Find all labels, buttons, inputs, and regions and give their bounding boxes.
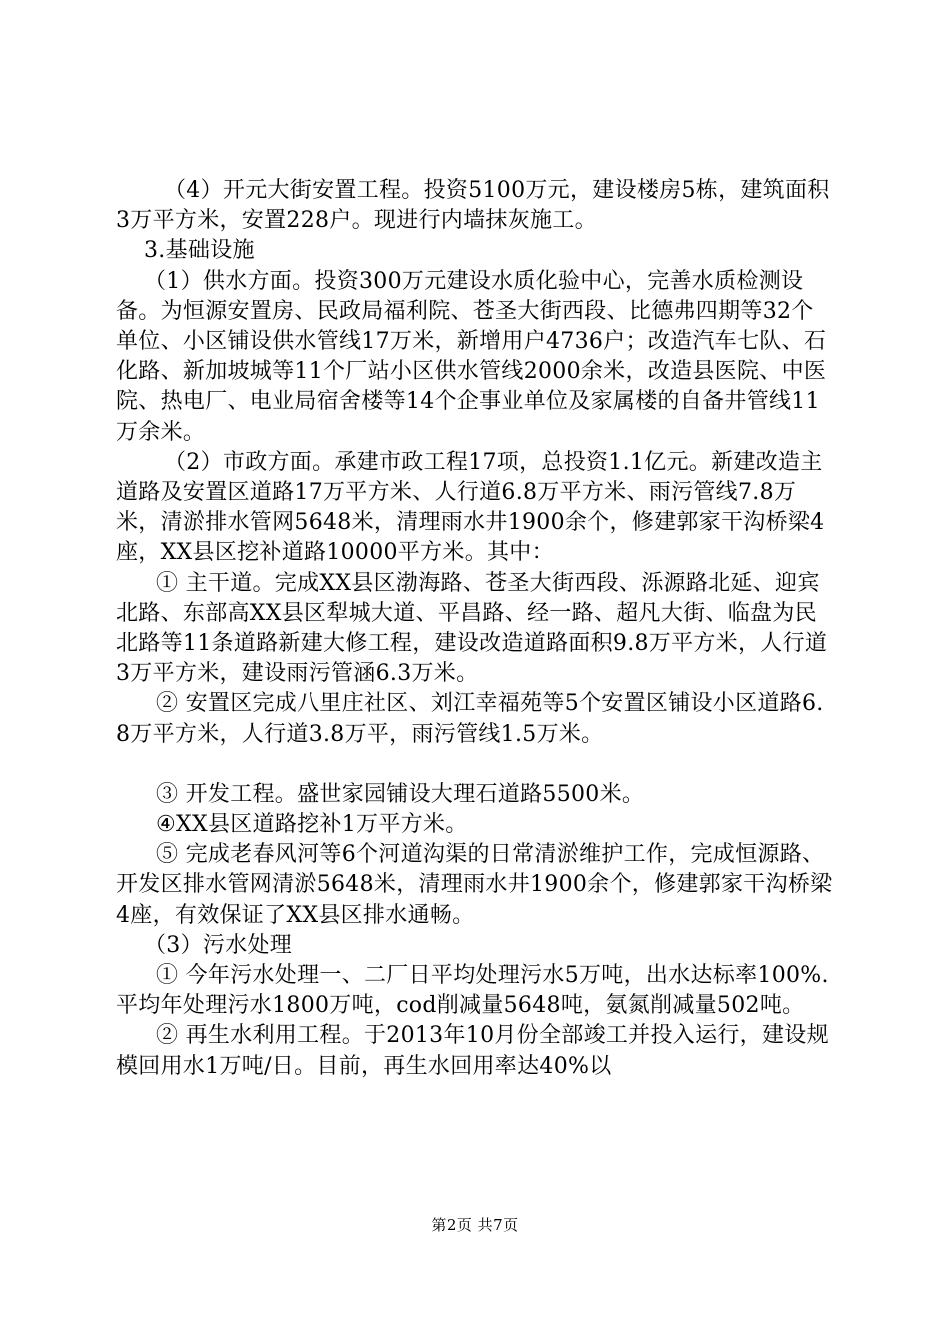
section-heading-infrastructure: 3.基础设施 <box>144 238 255 264</box>
document-body <box>116 176 834 1082</box>
paragraph-sewage-treatment: ① 今年污水处理一、二厂日平均处理污水5万吨，出水达标率100%.平均年处理污水1800万吨，cod削减量5648吨，氨氮削减量502吨。 <box>116 963 829 1019</box>
paragraph-development: ③ 开发工程。盛世家园铺设大理石道路5500米。 <box>156 781 645 807</box>
paragraph-kaiyuan-resettlement: （4）开元大街安置工程。投资5100万元，建设楼房5栋，建筑面积3万平方米，安置228户。现进行内墙抹灰施工。 <box>116 178 830 234</box>
paragraph-reclaimed-water: ② 再生水利用工程。于2013年10月份全部竣工并投入运行，建设规模回用水1万吨/日。目前，再生水回用率达40%以 <box>116 1023 829 1079</box>
paragraph-dredging: ⑤ 完成老春风河等6个河道沟渠的日常清淤维护工作，完成恒源路、开发区排水管网清淤5648米，清理雨水井1900余个，修建郭家干沟桥梁4座，有效保证了XX县区排水通畅。 <box>116 842 833 928</box>
paragraph-water-supply: （1）供水方面。投资300万元建设水质化验中心，完善水质检测设备。为恒源安置房、民政局福利院、苍圣大街西段、比德弗四期等32个单位、小区铺设供水管线17万米，新增用户4736户；改造汽车七队、石化路、新加坡城等11个厂站小区供水管线2000余米，改造县医院、中医院、热电厂、电业局宿舍楼等14个企事业单位及家属楼的自备井管线11万余米。 <box>116 268 827 445</box>
paragraph-main-roads: ① 主干道。完成XX县区渤海路、苍圣大街西段、泺源路北延、迎宾北路、东部高XX县区犁城大道、平昌路、经一路、超凡大街、临盘为民北路等11条道路新建大修工程，建设改造道路面积9.8万平方米，人行道3万平方米，建设雨污管涵6.3万米。 <box>116 570 828 687</box>
section-heading-sewage: （3）污水处理 <box>144 932 293 958</box>
paragraph-resettlement-roads: ② 安置区完成八里庄社区、刘江幸福苑等5个安置区铺设小区道路6.8万平方米，人行道3.8万平，雨污管线1.5万米。 <box>116 691 824 747</box>
page-number-footer: 第2页 共7页 <box>431 1216 519 1234</box>
paragraph-municipal: （2）市政方面。承建市政工程17项，总投资1.1亿元。新建改造主道路及安置区道路17万平方米、人行道6.8万平方米、雨污管线7.8万米，清淤排水管网5648米，清理雨水井1900余个，修建郭家干沟桥梁4座，XX县区挖补道路10000平方米。其中： <box>116 449 825 566</box>
paragraph-road-repair: ④XX县区道路挖补1万平方米。 <box>156 812 468 838</box>
